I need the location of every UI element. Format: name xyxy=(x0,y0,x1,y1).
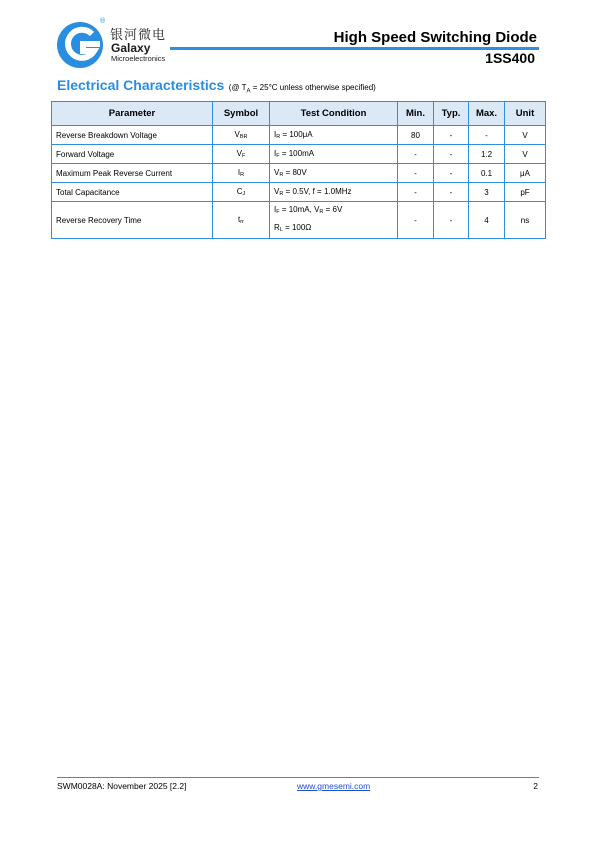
header-symbol: Symbol xyxy=(213,102,270,126)
cell-parameter: Forward Voltage xyxy=(52,145,213,164)
cell-max: - xyxy=(469,126,505,145)
cell-condition xyxy=(270,202,398,239)
cell-typ: - xyxy=(434,126,469,145)
cell-parameter: Reverse Recovery Time xyxy=(52,202,213,239)
galaxy-g-logo-icon xyxy=(56,18,108,70)
cell-unit: V xyxy=(505,145,546,164)
section-title: Electrical Characteristics xyxy=(57,77,225,93)
cond-main: V xyxy=(274,168,280,177)
cell-symbol xyxy=(213,126,270,145)
cell-max: 1.2 xyxy=(469,145,505,164)
table-row xyxy=(52,202,546,239)
header-unit: Unit xyxy=(505,102,546,126)
header-min: Min. xyxy=(398,102,434,126)
symbol-main: C xyxy=(236,187,243,196)
table-row xyxy=(52,183,546,202)
logo-company-subtitle: Microelectronics xyxy=(111,54,166,63)
cell-min: 80 xyxy=(398,126,434,145)
cond-main: I xyxy=(274,149,277,158)
cell-condition xyxy=(270,145,398,164)
cell-unit: μA xyxy=(505,164,546,183)
cell-parameter: Reverse Breakdown Voltage xyxy=(52,126,213,145)
symbol-sub: BR xyxy=(239,134,248,140)
cell-min: - xyxy=(398,145,434,164)
cell-parameter: Total Capacitance xyxy=(52,183,213,202)
footer-divider xyxy=(57,777,539,778)
footer-website-link[interactable]: www.gmesemi.com xyxy=(297,781,371,791)
logo-chinese-name: 银河微电 xyxy=(110,28,167,43)
section-note xyxy=(228,83,376,95)
cell-parameter: Maximum Peak Reverse Current xyxy=(52,164,213,183)
cell-max: 3 xyxy=(469,183,505,202)
cell-max: 0.1 xyxy=(469,164,505,183)
cell-symbol xyxy=(213,183,270,202)
symbol-main: V xyxy=(234,130,240,139)
cell-condition xyxy=(270,126,398,145)
logo-company-name: Galaxy xyxy=(111,41,151,55)
symbol-sub: F xyxy=(241,153,246,159)
cond-rest: = 10mA, V xyxy=(279,205,320,214)
section-note-prefix: (@ T xyxy=(228,83,247,92)
symbol-main: I xyxy=(237,168,241,177)
footer-doc-code: SWM0028A: November 2025 [2.2] xyxy=(57,781,187,791)
cell-typ: - xyxy=(434,164,469,183)
symbol-main: t xyxy=(238,215,241,224)
symbol-sub: rr xyxy=(240,219,244,225)
document-title: High Speed Switching Diode xyxy=(333,29,537,46)
cell-unit: pF xyxy=(505,183,546,202)
section-note-sub: A xyxy=(246,88,251,95)
registered-mark: ® xyxy=(100,18,106,25)
table-header-row xyxy=(52,102,546,126)
section-note-suffix: = 25°C unless otherwise specified) xyxy=(250,83,376,92)
cell-symbol xyxy=(213,164,270,183)
company-logo xyxy=(56,18,186,70)
electrical-characteristics-table xyxy=(51,101,546,239)
cond-sub-2: R xyxy=(319,209,324,215)
cond-main: I xyxy=(274,205,277,214)
cond-rest: = 100Ω xyxy=(282,223,312,232)
table-row xyxy=(52,164,546,183)
cond-sub: R xyxy=(279,172,284,178)
cond-sub: R xyxy=(279,191,284,197)
cond-rest: = 80V xyxy=(283,168,307,177)
header-typ: Typ. xyxy=(434,102,469,126)
footer-page-number: 2 xyxy=(533,781,538,791)
cell-unit: ns xyxy=(505,202,546,239)
cond-sub: F xyxy=(276,153,280,159)
part-number: 1SS400 xyxy=(485,50,535,66)
cell-symbol xyxy=(213,145,270,164)
cell-min: - xyxy=(398,183,434,202)
header-divider xyxy=(170,47,539,50)
cell-condition xyxy=(270,183,398,202)
cell-condition xyxy=(270,164,398,183)
cond-rest: = 100mA xyxy=(279,149,315,158)
section-heading xyxy=(57,77,376,95)
cond-rest-2: = 6V xyxy=(323,205,343,214)
header-test-condition: Test Condition xyxy=(270,102,398,126)
cell-min: - xyxy=(398,202,434,239)
cond-rest: = 0.5V, f = 1.0MHz xyxy=(283,187,352,196)
cond-line-2 xyxy=(274,220,393,238)
cell-typ: - xyxy=(434,145,469,164)
cond-main: I xyxy=(274,130,277,139)
cond-sub: L xyxy=(279,227,283,233)
cond-rest: = 100μA xyxy=(280,130,313,139)
cell-min: - xyxy=(398,164,434,183)
cond-main: R xyxy=(274,223,280,232)
symbol-sub: R xyxy=(240,172,245,178)
header-max: Max. xyxy=(469,102,505,126)
cell-unit: V xyxy=(505,126,546,145)
cond-sub: F xyxy=(276,209,280,215)
cell-max: 4 xyxy=(469,202,505,239)
cell-symbol xyxy=(213,202,270,239)
header-parameter: Parameter xyxy=(52,102,213,126)
cell-typ: - xyxy=(434,202,469,239)
table-row xyxy=(52,145,546,164)
cond-main: V xyxy=(274,187,280,196)
cond-line-1 xyxy=(274,202,393,220)
cond-sub: R xyxy=(276,134,281,140)
symbol-sub: J xyxy=(242,191,246,197)
table-row xyxy=(52,126,546,145)
symbol-main: V xyxy=(236,149,242,158)
cell-typ: - xyxy=(434,183,469,202)
